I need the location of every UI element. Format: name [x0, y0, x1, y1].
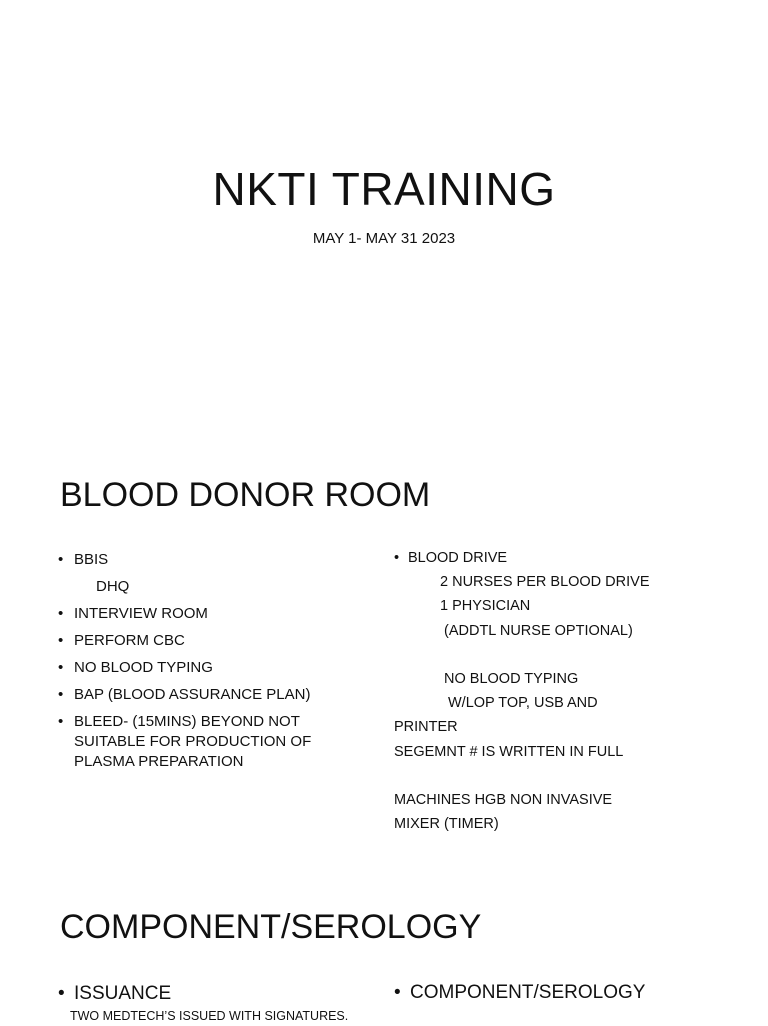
list-subitem: 1 PHYSICIAN: [440, 598, 531, 615]
list-item: • PERFORM CBC: [58, 631, 338, 651]
text-line: PRINTER: [394, 719, 458, 736]
slide-component-serology: [0, 860, 768, 1024]
slide-heading: BLOOD DONOR ROOM: [60, 476, 431, 514]
list-item: • ISSUANCE: [58, 984, 348, 1004]
left-column: [58, 550, 338, 779]
text-line: SEGEMNT # IS WRITTEN IN FULL: [394, 743, 624, 760]
presentation-title: NKTI TRAINING: [212, 163, 556, 215]
list-item: • INTERVIEW ROOM: [58, 604, 338, 624]
right-column: [394, 983, 645, 1003]
list-note: TWO MEDTECH’S ISSUED WITH SIGNATURES.: [70, 1009, 349, 1023]
list-item: • BBIS: [58, 550, 338, 570]
list-item: • COMPONENT/SEROLOGY: [394, 983, 645, 1003]
slide-title: [0, 0, 768, 430]
blank-line: [394, 645, 694, 669]
list-subitem: 2 NURSES PER BLOOD DRIVE: [440, 574, 650, 591]
blank-line: [394, 766, 694, 790]
text-line: MIXER (TIMER): [394, 816, 499, 833]
list-subitem: DHQ: [96, 578, 130, 595]
right-column: [394, 548, 694, 838]
list-subitem: NO BLOOD TYPING: [444, 670, 579, 687]
slide-blood-donor-room: [0, 430, 768, 860]
list-item: • BAP (BLOOD ASSURANCE PLAN): [58, 685, 338, 705]
text-line: MACHINES HGB NON INVASIVE: [394, 791, 613, 808]
slide-heading: COMPONENT/SEROLOGY: [60, 908, 482, 946]
list-subitem: W/LOP TOP, USB AND: [448, 695, 598, 712]
presentation-date-range: MAY 1- MAY 31 2023: [312, 230, 456, 247]
list-item: • BLOOD DRIVE: [394, 548, 694, 572]
left-column: [58, 984, 348, 1026]
list-item: • BLEED- (15MINS) BEYOND NOT SUITABLE FOR PRODUCTION OF PLASMA PREPARATION: [58, 712, 338, 772]
list-subitem: (ADDTL NURSE OPTIONAL): [444, 622, 633, 639]
list-item: • NO BLOOD TYPING: [58, 658, 338, 678]
